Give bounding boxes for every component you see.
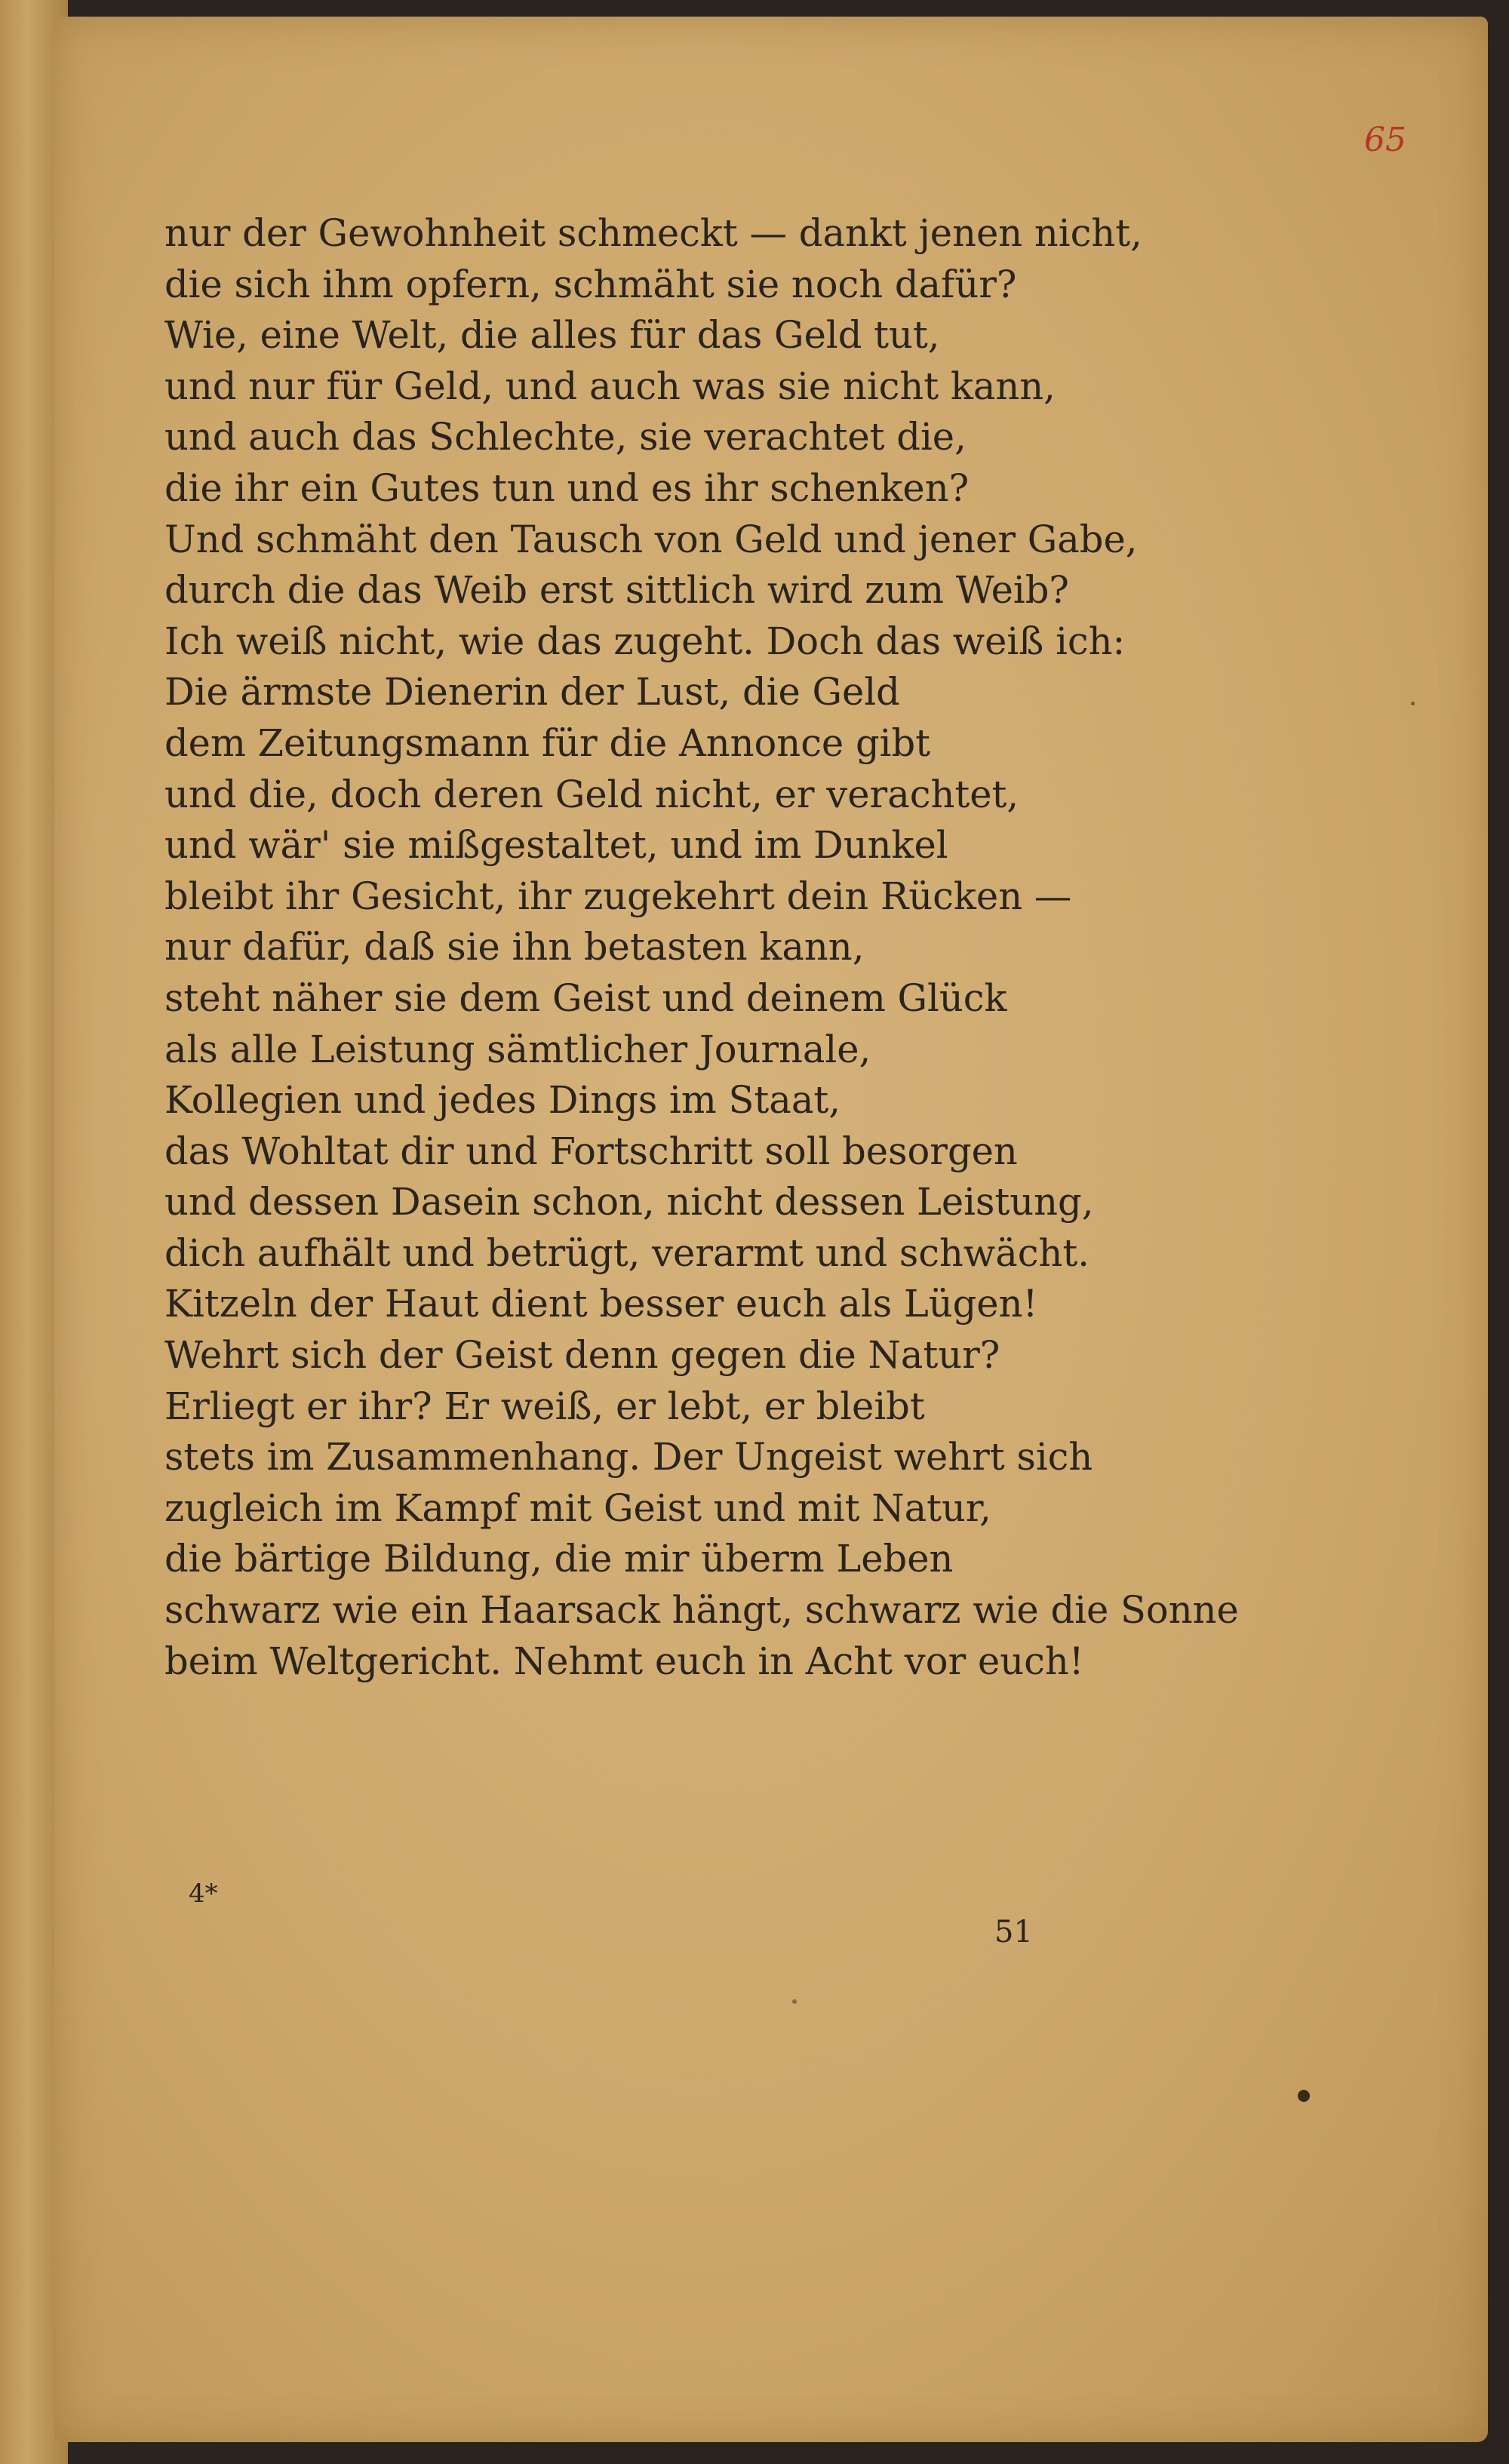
poem-line: und die, doch deren Geld nicht, er verachtet, — [164, 772, 1019, 816]
handwritten-page-number: 65 — [1364, 121, 1406, 159]
poem-line: die ihr ein Gutes tun und es ihr schenken? — [164, 465, 970, 510]
poem-line: und auch das Schlechte, sie verachtet die, — [164, 415, 967, 459]
poem-line: stets im Zusammenhang. Der Ungeist wehrt sich — [164, 1435, 1093, 1479]
poem-line: und nur für Geld, und auch was sie nicht kann, — [164, 364, 1056, 408]
poem-line: die bärtige Bildung, die mir überm Leben — [164, 1537, 954, 1581]
poem-line: Wie, eine Welt, die alles für das Geld tut, — [164, 313, 940, 358]
paper-speck — [792, 1999, 797, 2004]
poem-line: beim Weltgericht. Nehmt euch in Acht vor euch! — [164, 1639, 1084, 1683]
poem-line: zugleich im Kampf mit Geist und mit Natur, — [164, 1485, 991, 1530]
poem-text — [164, 208, 1239, 1687]
poem-line: nur der Gewohnheit schmeckt — dankt jenen nicht, — [164, 211, 1142, 255]
poem-line: dem Zeitungsmann für die Annonce gibt — [164, 720, 931, 765]
poem-line: und wär' sie mißgestaltet, und im Dunkel — [164, 823, 948, 868]
poem-line: als alle Leistung sämtlicher Journale, — [164, 1027, 871, 1071]
poem-line: nur dafür, daß sie ihn betasten kann, — [164, 925, 865, 969]
paper-speck — [1298, 2090, 1310, 2102]
poem-line: Kollegien und jedes Dings im Staat, — [164, 1078, 841, 1123]
page-number: 51 — [994, 1915, 1033, 1949]
poem-line: bleibt ihr Gesicht, ihr zugekehrt dein Rücken — — [164, 874, 1072, 918]
poem-line: steht näher sie dem Geist und deinem Glück — [164, 975, 1007, 1020]
poem-line: das Wohltat dir und Fortschritt soll besorgen — [164, 1129, 1018, 1173]
poem-line: die sich ihm opfern, schmäht sie noch dafür? — [164, 262, 1017, 306]
poem-line: dich aufhält und betrügt, verarmt und schwächt. — [164, 1230, 1090, 1275]
poem-line: Und schmäht den Tausch von Geld und jener Gabe, — [164, 517, 1138, 561]
printer-signature-mark: 4* — [189, 1879, 218, 1909]
paper-speck — [1411, 702, 1415, 705]
poem-line: Die ärmste Dienerin der Lust, die Geld — [164, 670, 900, 714]
poem-line: Erliegt er ihr? Er weiß, er lebt, er bleibt — [164, 1384, 925, 1428]
poem-line: Wehrt sich der Geist denn gegen die Natur? — [164, 1333, 1000, 1378]
poem-line: durch die das Weib erst sittlich wird zum Weib? — [164, 568, 1069, 613]
poem-line: Ich weiß nicht, wie das zugeht. Doch das weiß ich: — [164, 619, 1126, 663]
poem-line: schwarz wie ein Haarsack hängt, schwarz wie die Sonne — [164, 1588, 1239, 1633]
poem-line: Kitzeln der Haut dient besser euch als Lügen! — [164, 1282, 1038, 1326]
poem-line: und dessen Dasein schon, nicht dessen Leistung, — [164, 1180, 1094, 1224]
